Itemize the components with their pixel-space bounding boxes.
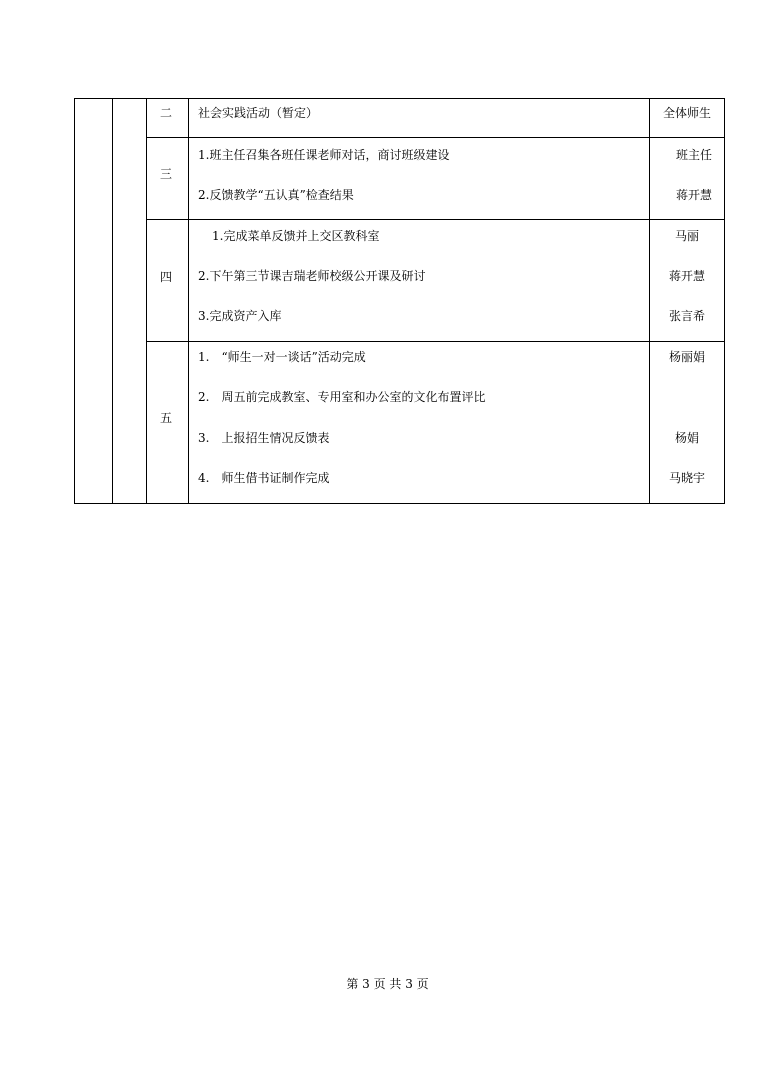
task-item: 2.反馈教学“五认真”检查结果 — [198, 188, 354, 202]
task-item: 2.下午第三节课吉瑞老师校级公开课及研讨 — [198, 269, 426, 283]
responsible-person: 全体师生 — [662, 106, 711, 120]
responsible-person: 张言希 — [668, 309, 705, 323]
task-item: 3. 上报招生情况反馈表 — [198, 431, 330, 445]
day-cell-wednesday: 三 — [159, 167, 172, 181]
page-footer: 第 3 页 共 3 页 — [346, 977, 429, 991]
responsible-person: 马丽 — [674, 229, 699, 243]
responsible-person: 蒋开慧 — [675, 188, 712, 202]
task-item: 1. “师生一对一谈话”活动完成 — [198, 350, 366, 364]
day-cell-tuesday: 二 — [159, 106, 172, 120]
task-item: 1.完成菜单反馈并上交区教科室 — [212, 229, 380, 243]
task-item: 3.完成资产入库 — [198, 309, 282, 323]
responsible-person: 杨丽娟 — [668, 350, 705, 364]
day-cell-thursday: 四 — [159, 270, 172, 284]
task-item: 4. 师生借书证制作完成 — [198, 471, 330, 485]
responsible-person: 班主任 — [675, 148, 712, 162]
task-item: 社会实践活动（暂定） — [198, 106, 319, 120]
day-cell-friday: 五 — [159, 411, 172, 425]
responsible-person: 马晓宇 — [668, 471, 705, 485]
responsible-person: 蒋开慧 — [668, 269, 705, 283]
responsible-person: 杨娟 — [674, 431, 699, 445]
task-item: 1.班主任召集各班任课老师对话，商讨班级建设 — [198, 148, 450, 162]
task-item: 2. 周五前完成教室、专用室和办公室的文化布置评比 — [198, 390, 486, 404]
